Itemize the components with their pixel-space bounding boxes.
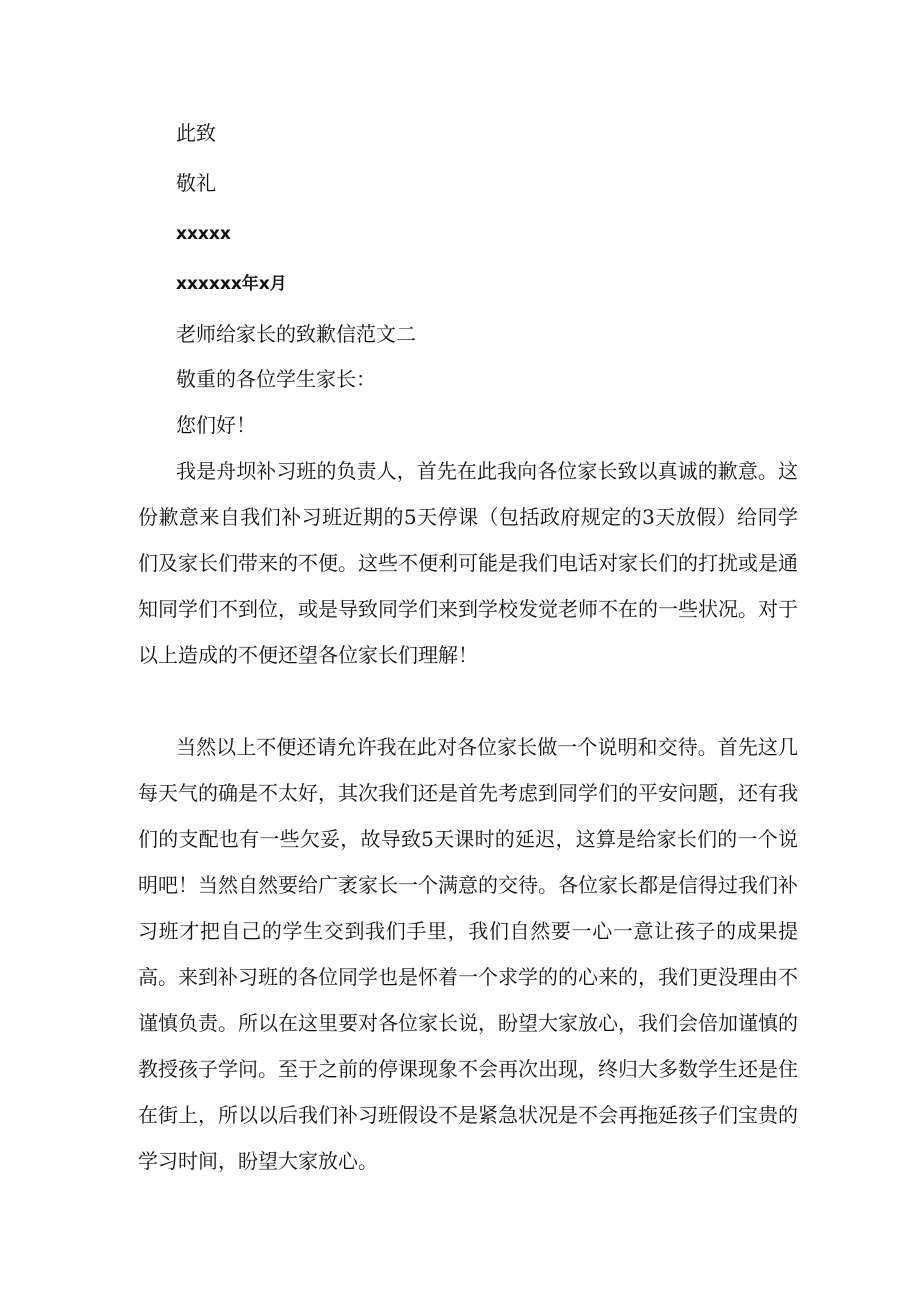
body-paragraph-1: 我是舟坝补习班的负责人，首先在此我向各位家长致以真诚的歉意。这份歉意来自我们补习班近期的5天停课（包括政府规定的3天放假）给同学们及家长们带来的不便。这些不便利可能是我们电话对家长们的打扰或是通知同学们不到位，或是导致同学们来到学校发觉老师不在的一些状况。对于以上造成的不便还望各位家长们理解！ (138, 459, 798, 667)
date-line: xxxxxx年x月 (176, 274, 287, 294)
greeting: 您们好！ (176, 413, 256, 437)
salutation: 敬重的各位学生家长： (176, 367, 376, 391)
body-paragraph-2: 当然以上不便还请允许我在此对各位家长做一个说明和交待。首先这几每天气的确是不太好，其次我们还是首先考虑到同学们的平安问题，还有我们的支配也有一些欠妥，故导致5天课时的延迟，这算是给家长们的一个说明吧！当然自然要给广袤家长一个满意的交待。各位家长都是信得过我们补习班才把自己的学生交到我们手里，我们自然要一心一意让孩子的成果提高。来到补习班的各位同学也是怀着一个求学的的心来的，我们更没理由不谨慎负责。所以在这里要对各位家长说，盼望大家放心，我们会倍加谨慎的教授孩子学问。至于之前的停课现象不会再次出现，终归大多数学生还是住在街上，所以以后我们补习班假设不是紧急状况是不会再拖延孩子们宝贵的学习时间，盼望大家放心。 (138, 735, 798, 1173)
signature: xxxxx (176, 224, 231, 244)
closing-line-1: 此致 (176, 121, 216, 145)
letter-title: 老师给家长的致歉信范文二 (176, 322, 416, 346)
closing-line-2: 敬礼 (176, 171, 216, 195)
